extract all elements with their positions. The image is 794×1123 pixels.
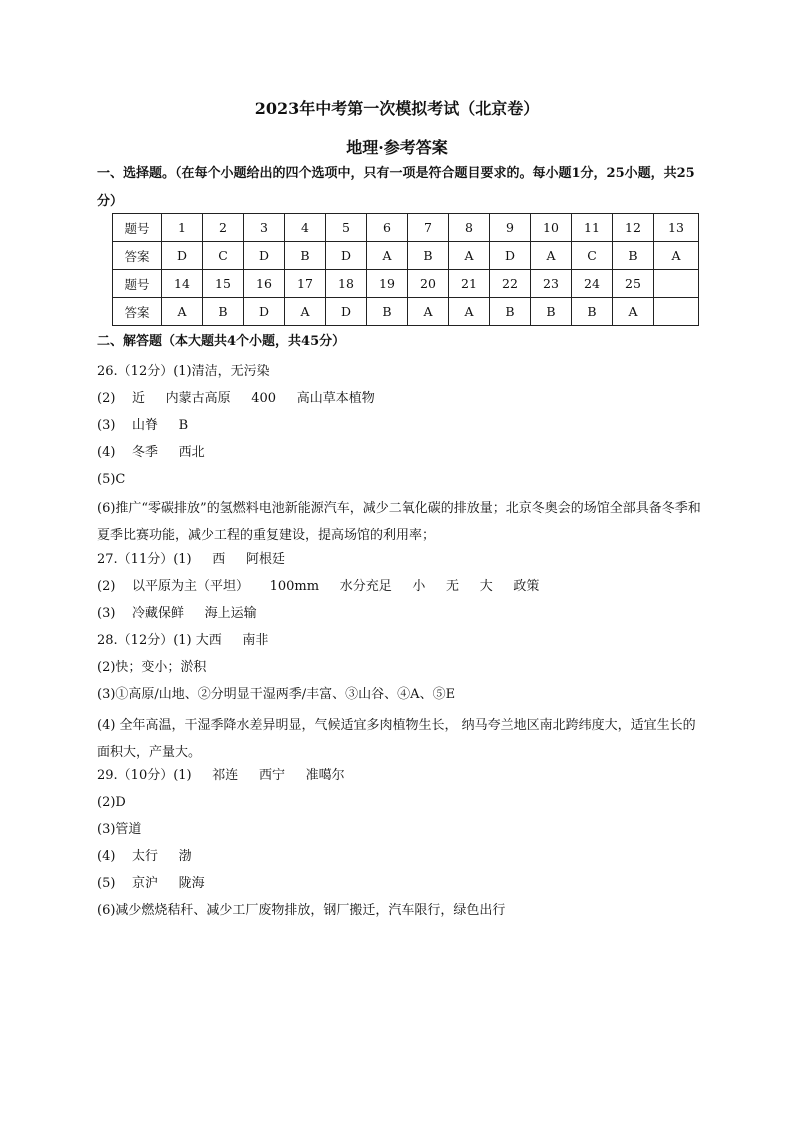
answer-cell: 8 [449,214,490,242]
answer-line: (6)推广“零碳排放”的氢燃料电池新能源汽车，减少二氧化碳的排放量；北京冬奥会的场馆全部具备冬季和夏季比赛功能，减少工程的重复建设，提高场馆的利用率； [97,501,701,543]
answer-cell: 6 [367,214,408,242]
answer-cell: A [285,298,326,326]
answer-cell: A [408,298,449,326]
answer-cell: A [162,298,203,326]
answer-line: (3)①高原/山地、②分明显干湿两季/丰富、③山谷、④A、⑤E [97,687,456,702]
answer-cell: B [490,298,531,326]
answer-cell: 24 [572,270,613,298]
answer-cell: D [490,242,531,270]
answer-cell: 23 [531,270,572,298]
answer-cell: 14 [162,270,203,298]
answer-cell: 25 [613,270,654,298]
answer-cell: C [572,242,613,270]
answer-line: 28.（12分）(1) 大西 南非 [97,633,269,648]
answer-cell: 19 [367,270,408,298]
row-header-cell: 题号 [113,270,162,298]
answer-cell: 3 [244,214,285,242]
answer-cell: 20 [408,270,449,298]
answer-line: (2) 以平原为主（平坦） 100mm 水分充足 小 无 大 政策 [97,579,540,594]
answer-cell: B [572,298,613,326]
answer-cell [654,270,699,298]
row-header-cell: 答案 [113,242,162,270]
answer-table-row [113,214,699,242]
answer-cell: 2 [203,214,244,242]
answer-cell: 7 [408,214,449,242]
answer-cell: A [654,242,699,270]
answer-cell: 16 [244,270,285,298]
answer-cell: A [613,298,654,326]
answer-cell: B [203,298,244,326]
answer-cell: 5 [326,214,367,242]
answer-cell: 18 [326,270,367,298]
answer-cell: 17 [285,270,326,298]
answer-line: (6)减少燃烧秸秆、减少工厂废物排放，钢厂搬迁，汽车限行，绿色出行 [97,903,506,918]
row-header-cell: 题号 [113,214,162,242]
answer-cell: A [367,242,408,270]
answer-cell: 11 [572,214,613,242]
answer-cell: D [162,242,203,270]
answer-cell: D [244,242,285,270]
answer-cell [654,298,699,326]
section1-heading: 一、选择题。（在每个小题给出的四个选项中，只有一项是符合题目要求的。每小题1分，25小题，共25分） [97,166,695,209]
page-title: 2023年中考第一次模拟考试（北京卷） [254,99,540,118]
answer-line: (2)D [97,795,126,810]
answer-line: (3) 山脊 B [97,418,189,433]
answer-cell: D [244,298,285,326]
answer-line: (4) 冬季 西北 [97,445,205,460]
answer-line: 27.（11分）(1) 西 阿根廷 [97,552,285,567]
answer-line: (3) 冷藏保鲜 海上运输 [97,606,257,621]
answer-cell: B [285,242,326,270]
answer-table-row [113,270,699,298]
page-subtitle: 地理·参考答案 [346,138,448,157]
answer-cell: 1 [162,214,203,242]
answer-cell: 21 [449,270,490,298]
answer-line: (5) 京沪 陇海 [97,876,205,891]
answer-line: (2)快；变小；淤积 [97,660,207,675]
answer-table [112,213,699,326]
answer-cell: A [531,242,572,270]
answer-cell: 12 [613,214,654,242]
answer-line: 29.（10分）(1) 祁连 西宁 准噶尔 [97,768,345,783]
answer-cell: B [613,242,654,270]
answer-cell: 9 [490,214,531,242]
answer-cell: 22 [490,270,531,298]
answer-line: (4) 全年高温，干湿季降水差异明显，气候适宜多肉植物生长， 纳马夸兰地区南北跨纬度大，适宜生长的面积大，产量大。 [97,718,696,760]
answer-cell: 4 [285,214,326,242]
section2-heading: 二、解答题（本大题共4个小题，共45分） [97,334,346,349]
answer-line: 26.（12分）(1)清洁，无污染 [97,364,270,379]
answer-line: (5)C [97,472,126,487]
answer-table-row [113,242,699,270]
answer-cell: A [449,298,490,326]
answer-table-row [113,298,699,326]
answer-cell: D [326,298,367,326]
answer-cell: B [408,242,449,270]
answer-line: (3)管道 [97,822,142,837]
answer-cell: 13 [654,214,699,242]
answer-cell: B [367,298,408,326]
answer-cell: C [203,242,244,270]
answer-cell: B [531,298,572,326]
answer-line: (2) 近 内蒙古高原 400 高山草本植物 [97,391,375,406]
answer-cell: 10 [531,214,572,242]
answer-cell: A [449,242,490,270]
row-header-cell: 答案 [113,298,162,326]
answer-cell: D [326,242,367,270]
answer-cell: 15 [203,270,244,298]
answer-line: (4) 太行 渤 [97,849,192,864]
